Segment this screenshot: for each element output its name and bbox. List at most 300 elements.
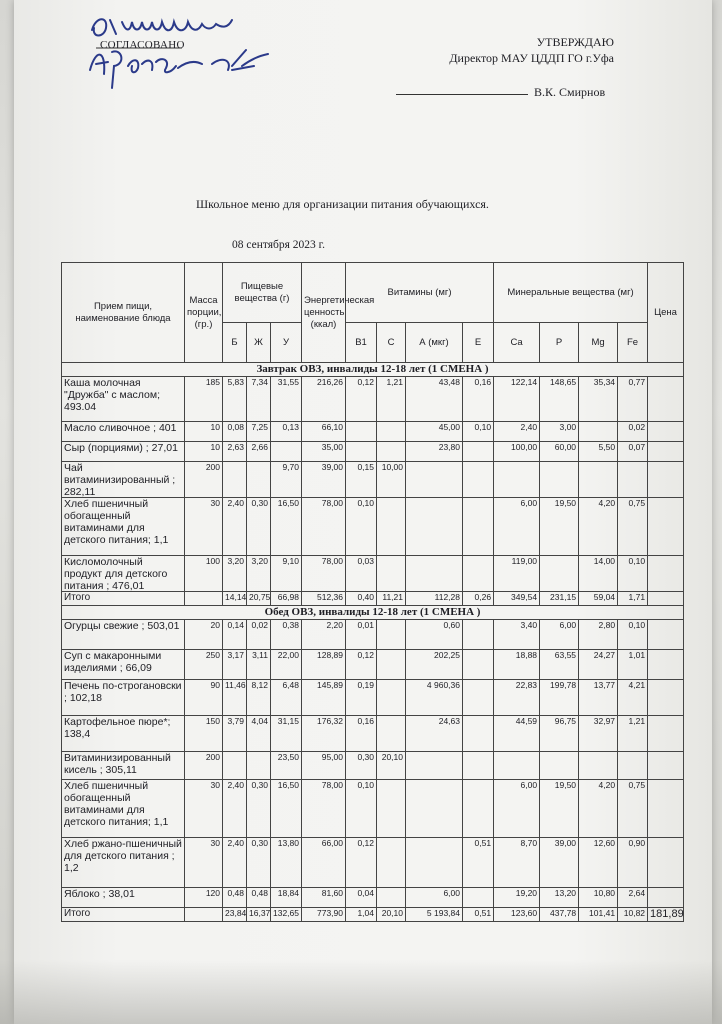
dish-name-cell [62,377,185,422]
cell-c [377,422,406,442]
cell-mass: 30 [185,780,223,838]
cell-c [377,556,406,592]
cell-p: 96,75 [540,716,579,752]
cell-p: 13,20 [540,888,579,908]
cell-energy: 66,10 [302,422,346,442]
total-e: 0,51 [463,908,494,922]
total-a: 5 193,84 [406,908,463,922]
section-header-row [62,606,684,620]
total-label: Итого [62,592,185,606]
dish-name: Картофельное пюре*; 138,4 [64,716,171,740]
dish-name: Печень по-строгановски ; 102,18 [64,680,182,704]
cell-energy: 145,89 [302,680,346,716]
cell-ca: 19,20 [494,888,540,908]
dish-name: Кисломолочный продукт для детского питания ; 476,01 [64,556,168,592]
cell-zh [247,752,271,780]
total-fe: 1,71 [618,592,648,606]
cell-zh: 0,48 [247,888,271,908]
cell-fe: 0,75 [618,780,648,838]
dish-name-cell [62,780,185,838]
cell-u: 0,38 [271,620,302,650]
cell-mass: 120 [185,888,223,908]
cell-u [271,442,302,462]
header-meal: Прием пищи, наименование блюда [62,263,185,363]
cell-energy: 81,60 [302,888,346,908]
cell-price [648,888,684,908]
cell-mg: 10,80 [579,888,618,908]
cell-e [463,498,494,556]
cell-a: 0,60 [406,620,463,650]
cell-p: 19,50 [540,780,579,838]
total-b: 14,14 [223,592,247,606]
cell-b: 2,63 [223,442,247,462]
cell-zh [247,462,271,498]
cell-mass: 30 [185,838,223,888]
cell-zh: 0,30 [247,838,271,888]
cell-mass: 185 [185,377,223,422]
cell-b [223,462,247,498]
cell-zh: 7,34 [247,377,271,422]
dish-name: Витаминизированный кисель ; 305,11 [64,752,171,776]
total-label: Итого [62,908,185,922]
cell-mg: 4,20 [579,498,618,556]
cell-b1: 0,10 [346,498,377,556]
total-mg: 101,41 [579,908,618,922]
cell-zh: 7,25 [247,422,271,442]
approve-title: УТВЕРЖДАЮ [536,35,614,49]
cell-mg [579,422,618,442]
cell-energy: 78,00 [302,556,346,592]
cell-a [406,752,463,780]
header-energy: Энергетическая ценность (ккал) [302,263,346,363]
cell-c [377,498,406,556]
cell-c [377,838,406,888]
cell-energy: 35,00 [302,442,346,462]
cell-e: 0,51 [463,838,494,888]
cell-b: 3,20 [223,556,247,592]
table-row [62,650,684,680]
cell-price [648,752,684,780]
cell-e [463,650,494,680]
header-b: Б [223,323,247,363]
cell-zh: 0,02 [247,620,271,650]
cell-ca: 6,00 [494,780,540,838]
cell-e [463,462,494,498]
cell-mass: 200 [185,462,223,498]
cell-ca: 2,40 [494,422,540,442]
total-b1: 0,40 [346,592,377,606]
cell-b1: 0,19 [346,680,377,716]
cell-e [463,752,494,780]
cell-mass: 10 [185,442,223,462]
document-title: Школьное меню для организации питания обучающихся. [196,197,489,211]
cell-u: 31,15 [271,716,302,752]
total-mass [185,592,223,606]
section-header-row [62,363,684,377]
cell-b1 [346,422,377,442]
header-mg: Mg [579,323,618,363]
cell-e [463,442,494,462]
cell-ca: 122,14 [494,377,540,422]
cell-mg: 12,60 [579,838,618,888]
total-ca: 123,60 [494,908,540,922]
cell-price [648,838,684,888]
cell-p: 39,00 [540,838,579,888]
total-fe: 10,82 [618,908,648,922]
cell-fe: 0,90 [618,838,648,888]
cell-e [463,556,494,592]
cell-mg: 2,80 [579,620,618,650]
table-row [62,716,684,752]
cell-mg: 13,77 [579,680,618,716]
dish-name-cell [62,838,185,888]
cell-zh: 8,12 [247,680,271,716]
dish-name: Суп с макаронными изделиями ; 66,09 [64,650,162,674]
dish-name: Яблоко ; 38,01 [64,888,135,900]
cell-c [377,716,406,752]
cell-p: 148,65 [540,377,579,422]
cell-mg [579,462,618,498]
cell-energy: 176,32 [302,716,346,752]
cell-mass: 150 [185,716,223,752]
dish-name-cell [62,442,185,462]
cell-a [406,838,463,888]
cell-mass: 90 [185,680,223,716]
cell-u: 16,50 [271,780,302,838]
cell-c [377,620,406,650]
dish-name: Хлеб ржано-пшеничный для детского питания ; 1,2 [64,838,182,874]
cell-e: 0,10 [463,422,494,442]
cell-e [463,888,494,908]
dish-name: Хлеб пшеничный обогащенный витаминами для детского питания; 1,1 [64,498,169,546]
approval-block [449,34,614,66]
cell-b1: 0,04 [346,888,377,908]
total-e: 0,26 [463,592,494,606]
total-zh: 20,75 [247,592,271,606]
cell-a [406,462,463,498]
cell-fe: 0,07 [618,442,648,462]
dish-name-cell [62,650,185,680]
cell-price [648,442,684,462]
dish-name-cell [62,752,185,780]
cell-fe: 0,10 [618,556,648,592]
cell-ca: 119,00 [494,556,540,592]
header-fe: Fe [618,323,648,363]
cell-price [648,650,684,680]
table-row [62,888,684,908]
dish-name-cell [62,620,185,650]
header-e: Е [463,323,494,363]
header-a: А (мкг) [406,323,463,363]
cell-b: 3,79 [223,716,247,752]
cell-a: 202,25 [406,650,463,680]
cell-zh: 3,11 [247,650,271,680]
cell-c: 1,21 [377,377,406,422]
cell-b: 2,40 [223,498,247,556]
cell-ca [494,462,540,498]
cell-ca: 18,88 [494,650,540,680]
signature-stamp [82,8,282,118]
table-row [62,377,684,422]
table-row [62,780,684,838]
cell-p [540,556,579,592]
cell-mg: 14,00 [579,556,618,592]
cell-a: 4 960,36 [406,680,463,716]
cell-b1: 0,03 [346,556,377,592]
cell-mass: 100 [185,556,223,592]
cell-energy: 95,00 [302,752,346,780]
cell-ca [494,752,540,780]
cell-energy: 78,00 [302,498,346,556]
cell-energy: 2,20 [302,620,346,650]
cell-b: 0,08 [223,422,247,442]
cell-c: 10,00 [377,462,406,498]
cell-b1: 0,12 [346,650,377,680]
cell-mg: 32,97 [579,716,618,752]
cell-price [648,680,684,716]
cell-b: 3,17 [223,650,247,680]
cell-ca: 44,59 [494,716,540,752]
cell-energy: 78,00 [302,780,346,838]
cell-u: 13,80 [271,838,302,888]
cell-e [463,716,494,752]
cell-price [648,462,684,498]
cell-price [648,780,684,838]
table-row [62,752,684,780]
cell-ca: 3,40 [494,620,540,650]
total-row [62,908,684,922]
cell-a [406,556,463,592]
table-row [62,462,684,498]
table-row [62,422,684,442]
cell-fe [618,752,648,780]
cell-a: 24,63 [406,716,463,752]
cell-fe: 0,77 [618,377,648,422]
cell-fe: 0,02 [618,422,648,442]
stamp-label: СОГЛАСОВАНО [100,39,185,51]
cell-zh: 0,30 [247,780,271,838]
cell-fe: 0,75 [618,498,648,556]
total-ca: 349,54 [494,592,540,606]
total-price [648,592,684,606]
section-title: Завтрак ОВЗ, инвалиды 12-18 лет (1 СМЕНА ) [62,363,684,377]
cell-b1: 0,10 [346,780,377,838]
cell-fe: 1,01 [618,650,648,680]
dish-name-cell [62,680,185,716]
cell-price [648,716,684,752]
cell-mg: 24,27 [579,650,618,680]
cell-energy: 66,00 [302,838,346,888]
total-p: 437,78 [540,908,579,922]
cell-mass: 200 [185,752,223,780]
cell-zh: 2,66 [247,442,271,462]
cell-p [540,462,579,498]
dish-name: Масло сливочное ; 401 [64,422,177,434]
dish-name: Чай витаминизированный ; 282,11 [64,462,176,498]
cell-b: 0,14 [223,620,247,650]
cell-fe: 1,21 [618,716,648,752]
table-row [62,680,684,716]
dish-name-cell [62,462,185,498]
dish-name: Огурцы свежие ; 503,01 [64,620,180,632]
document-date: 08 сентября 2023 г. [232,239,325,251]
cell-mass: 20 [185,620,223,650]
dish-name-cell [62,498,185,556]
menu-table [61,262,684,922]
signature-line [396,94,528,95]
cell-u: 18,84 [271,888,302,908]
total-price: 181,89 [648,908,684,922]
cell-b [223,752,247,780]
cell-price [648,556,684,592]
total-c: 20,10 [377,908,406,922]
cell-c [377,780,406,838]
total-a: 112,28 [406,592,463,606]
cell-u: 31,55 [271,377,302,422]
cell-mg: 4,20 [579,780,618,838]
cell-a [406,780,463,838]
cell-p: 3,00 [540,422,579,442]
cell-e [463,780,494,838]
cell-b: 0,48 [223,888,247,908]
cell-a: 45,00 [406,422,463,442]
cell-p: 199,78 [540,680,579,716]
cell-b1: 0,12 [346,838,377,888]
approve-name: В.К. Смирнов [534,85,606,99]
cell-p: 19,50 [540,498,579,556]
cell-mg: 5,50 [579,442,618,462]
cell-a [406,498,463,556]
total-b1: 1,04 [346,908,377,922]
cell-mg: 35,34 [579,377,618,422]
cell-p: 63,55 [540,650,579,680]
cell-b1: 0,16 [346,716,377,752]
cell-zh: 3,20 [247,556,271,592]
total-mg: 59,04 [579,592,618,606]
cell-u: 22,00 [271,650,302,680]
total-b: 23,84 [223,908,247,922]
header-vitamins: Витамины (мг) [346,263,494,323]
cell-mass: 10 [185,422,223,442]
cell-mg [579,752,618,780]
cell-ca: 8,70 [494,838,540,888]
cell-u: 0,13 [271,422,302,442]
approve-position: Директор МАУ ЦДДП ГО г.Уфа [449,51,614,65]
table-row [62,620,684,650]
cell-b1: 0,15 [346,462,377,498]
cell-e [463,620,494,650]
cell-u: 16,50 [271,498,302,556]
cell-e: 0,16 [463,377,494,422]
dish-name-cell [62,422,185,442]
dish-name: Хлеб пшеничный обогащенный витаминами для детского питания; 1,1 [64,780,169,828]
cell-mass: 30 [185,498,223,556]
cell-e [463,680,494,716]
menu-table-body [62,363,684,922]
header-zh: Ж [247,323,271,363]
cell-p: 6,00 [540,620,579,650]
dish-name-cell [62,556,185,592]
cell-fe: 0,10 [618,620,648,650]
cell-u: 23,50 [271,752,302,780]
cell-fe: 4,21 [618,680,648,716]
cell-b: 2,40 [223,838,247,888]
cell-mass: 250 [185,650,223,680]
total-u: 132,65 [271,908,302,922]
total-energy: 512,36 [302,592,346,606]
handwritten-signature-icon [82,8,282,118]
cell-u: 6,48 [271,680,302,716]
cell-price [648,620,684,650]
cell-ca: 100,00 [494,442,540,462]
cell-fe: 2,64 [618,888,648,908]
cell-c [377,442,406,462]
cell-c [377,888,406,908]
total-energy: 773,90 [302,908,346,922]
cell-b: 11,46 [223,680,247,716]
dish-name-cell [62,716,185,752]
cell-a: 43,48 [406,377,463,422]
total-u: 66,98 [271,592,302,606]
header-p: P [540,323,579,363]
total-mass [185,908,223,922]
cell-b1: 0,30 [346,752,377,780]
header-price: Цена [648,263,684,363]
cell-zh: 0,30 [247,498,271,556]
cell-p: 60,00 [540,442,579,462]
table-row [62,838,684,888]
cell-energy: 128,89 [302,650,346,680]
table-row [62,556,684,592]
cell-c [377,650,406,680]
cell-b: 2,40 [223,780,247,838]
header-b1: B1 [346,323,377,363]
cell-p [540,752,579,780]
cell-b1: 0,12 [346,377,377,422]
cell-price [648,377,684,422]
total-c: 11,21 [377,592,406,606]
cell-c [377,680,406,716]
header-c: С [377,323,406,363]
dish-name: Сыр (порциями) ; 27,01 [64,442,178,454]
header-u: У [271,323,302,363]
cell-a: 6,00 [406,888,463,908]
cell-price [648,422,684,442]
dish-name-cell [62,888,185,908]
cell-zh: 4,04 [247,716,271,752]
cell-energy: 216,26 [302,377,346,422]
table-row [62,442,684,462]
photo-shadow [0,960,722,1024]
total-p: 231,15 [540,592,579,606]
total-row [62,592,684,606]
cell-energy: 39,00 [302,462,346,498]
cell-ca: 6,00 [494,498,540,556]
cell-c: 20,10 [377,752,406,780]
cell-a: 23,80 [406,442,463,462]
cell-fe [618,462,648,498]
header-minerals: Минеральные вещества (мг) [494,263,648,323]
header-nutrients: Пищевые вещества (г) [223,263,302,323]
cell-ca: 22,83 [494,680,540,716]
cell-u: 9,70 [271,462,302,498]
total-zh: 16,37 [247,908,271,922]
section-title: Обед ОВЗ, инвалиды 12-18 лет (1 СМЕНА ) [62,606,684,620]
header-ca: Ca [494,323,540,363]
table-row [62,498,684,556]
cell-b: 5,83 [223,377,247,422]
cell-b1: 0,01 [346,620,377,650]
